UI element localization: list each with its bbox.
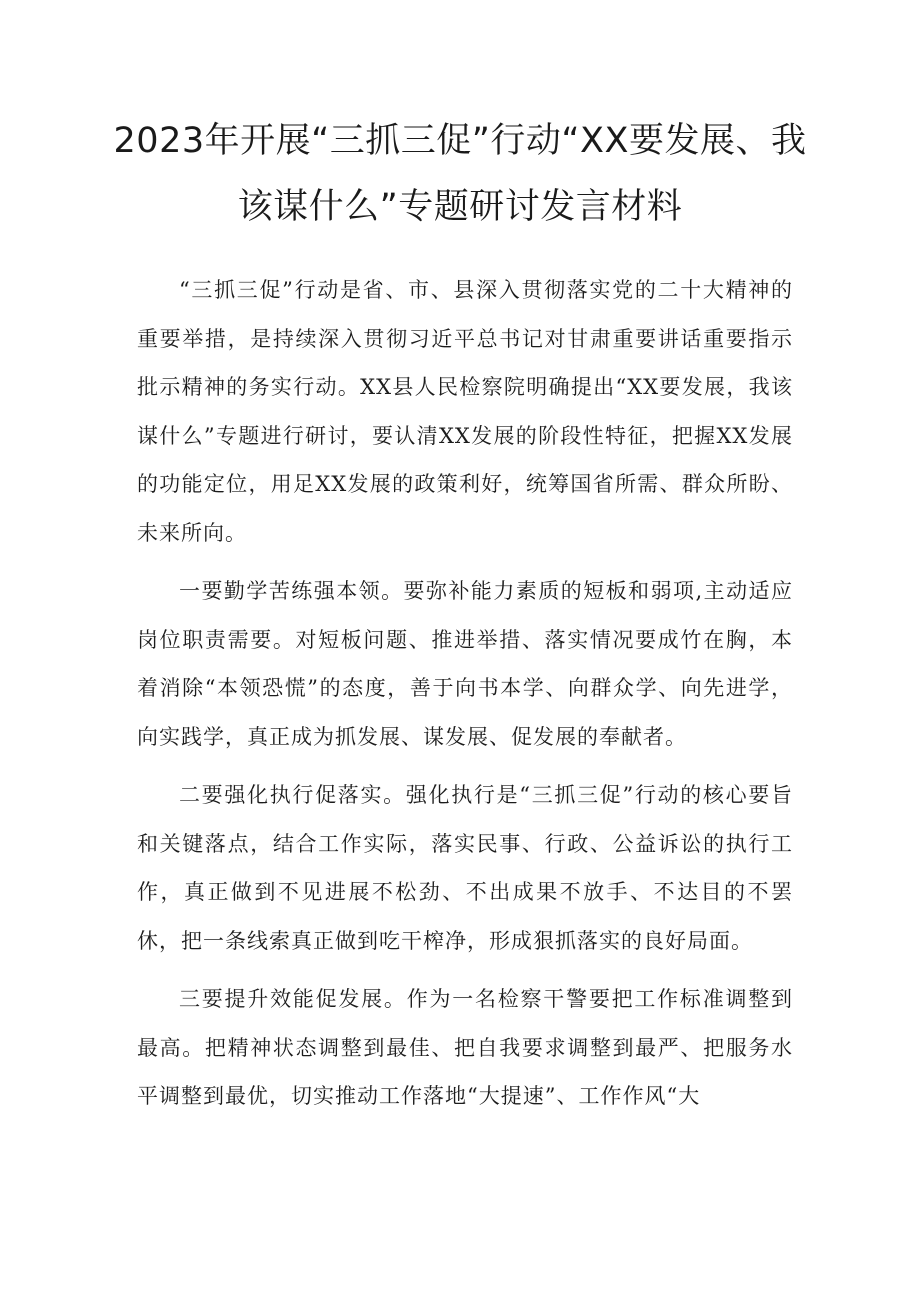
paragraph-point-2: 二要强化执行促落实。强化执行是“三抓三促”行动的核心要旨和关键落点，结合工作实际，落实民事、行政、公益诉讼的执行工作，真正做到不见进展不松劲、不出成果不放手、不达目的不罢休，把一条线索真正做到吃干榨净，形成狠抓落实的良好局面。 [137,783,793,953]
document-title [100,108,820,240]
title-line-1: 2023年开展“三抓三促”行动“XX要发展、我 [113,121,807,161]
document-body [137,266,793,1131]
paragraph-point-1: 一要勤学苦练强本领。要弥补能力素质的短板和弱项,主动适应岗位职责需要。对短板问题、推进举措、落实情况要成竹在胸，本着消除“本领恐慌”的态度，善于向书本学、向群众学、向先进学，向实践学，真正成为抓发展、谋发展、促发展的奉献者。 [137,579,793,749]
paragraph-point-3: 三要提升效能促发展。作为一名检察干警要把工作标准调整到最高。把精神状态调整到最佳、把自我要求调整到最严、把服务水平调整到最优，切实推动工作落地“大提速”、工作作风“大 [137,987,793,1108]
paragraph-intro: “三抓三促”行动是省、市、县深入贯彻落实党的二十大精神的重要举措，是持续深入贯彻习近平总书记对甘肃重要讲话重要指示批示精神的务实行动。XX县人民检察院明确提出“XX要发展，我该谋什么”专题进行研讨，要认清XX发展的阶段性特征，把握XX发展的功能定位，用足XX发展的政策利好，统筹国省所需、群众所盼、未来所向。 [137,278,793,545]
title-line-2: 该谋什么”专题研讨发言材料 [237,187,683,227]
